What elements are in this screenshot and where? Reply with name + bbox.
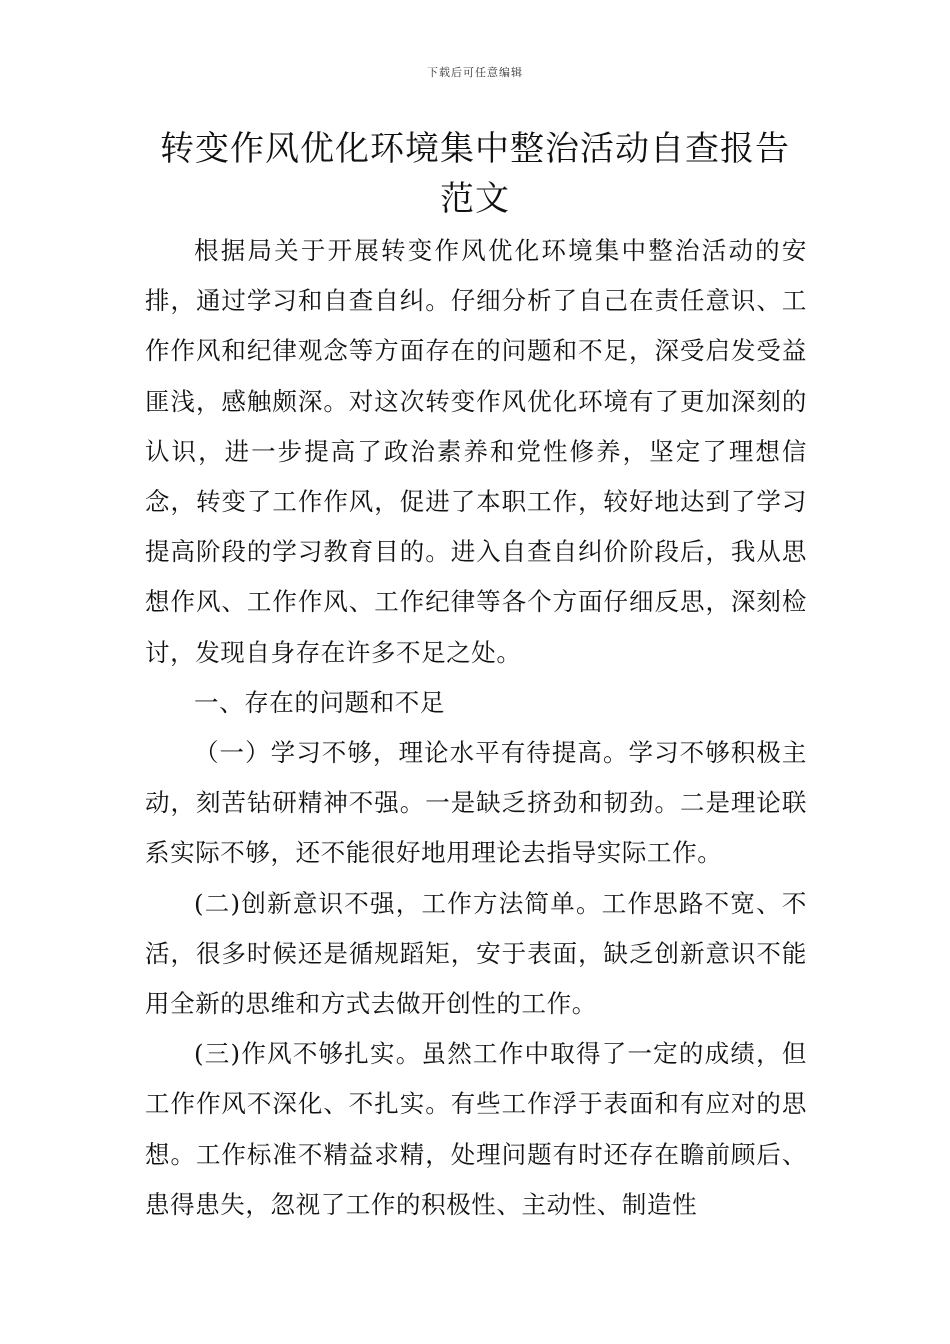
paragraph-item-1: （一）学习不够，理论水平有待提高。学习不够积极主动，刻苦钻研精神不强。一是缺乏挤劲和韧劲。二是理论联系实际不够，还不能很好地用理论去指导实际工作。 bbox=[145, 738, 807, 868]
section-heading-problems: 一、存在的问题和不足 bbox=[194, 687, 445, 717]
document-body bbox=[145, 226, 807, 1230]
header-note: 下载后可任意编辑 bbox=[427, 66, 523, 79]
paragraph-item-2: (二)创新意识不强，工作方法简单。工作思路不宽、不活，很多时候还是循规蹈矩，安于表面，缺乏创新意识不能用全新的思维和方式去做开创性的工作。 bbox=[145, 888, 807, 1019]
paragraph-intro: 根据局关于开展转变作风优化环境集中整治活动的安排，通过学习和自查自纠。仔细分析了自己在责任意识、工作作风和纪律观念等方面存在的问题和不足，深受启发受益匪浅，感触颇深。对这次转变作风优化环境有了更加深刻的认识，进一步提高了政治素养和党性修养，坚定了理想信念，转变了工作作风，促进了本职工作，较好地达到了学习提高阶段的学习教育目的。进入自查自纠价阶段后，我从思想作风、工作作风、工作纪律等各个方面仔细反思，深刻检讨，发现自身存在许多不足之处。 bbox=[145, 236, 807, 667]
paragraph-item-3: (三)作风不够扎实。虽然工作中取得了一定的成绩，但工作作风不深化、不扎实。有些工作浮于表面和有应对的思想。工作标准不精益求精，处理问题有时还存在瞻前顾后、患得患失，忽视了工作的积极性、主动性、制造性 bbox=[145, 1039, 807, 1219]
document-title: 转变作风优化环境集中整治活动自查报告范文 bbox=[160, 129, 790, 219]
